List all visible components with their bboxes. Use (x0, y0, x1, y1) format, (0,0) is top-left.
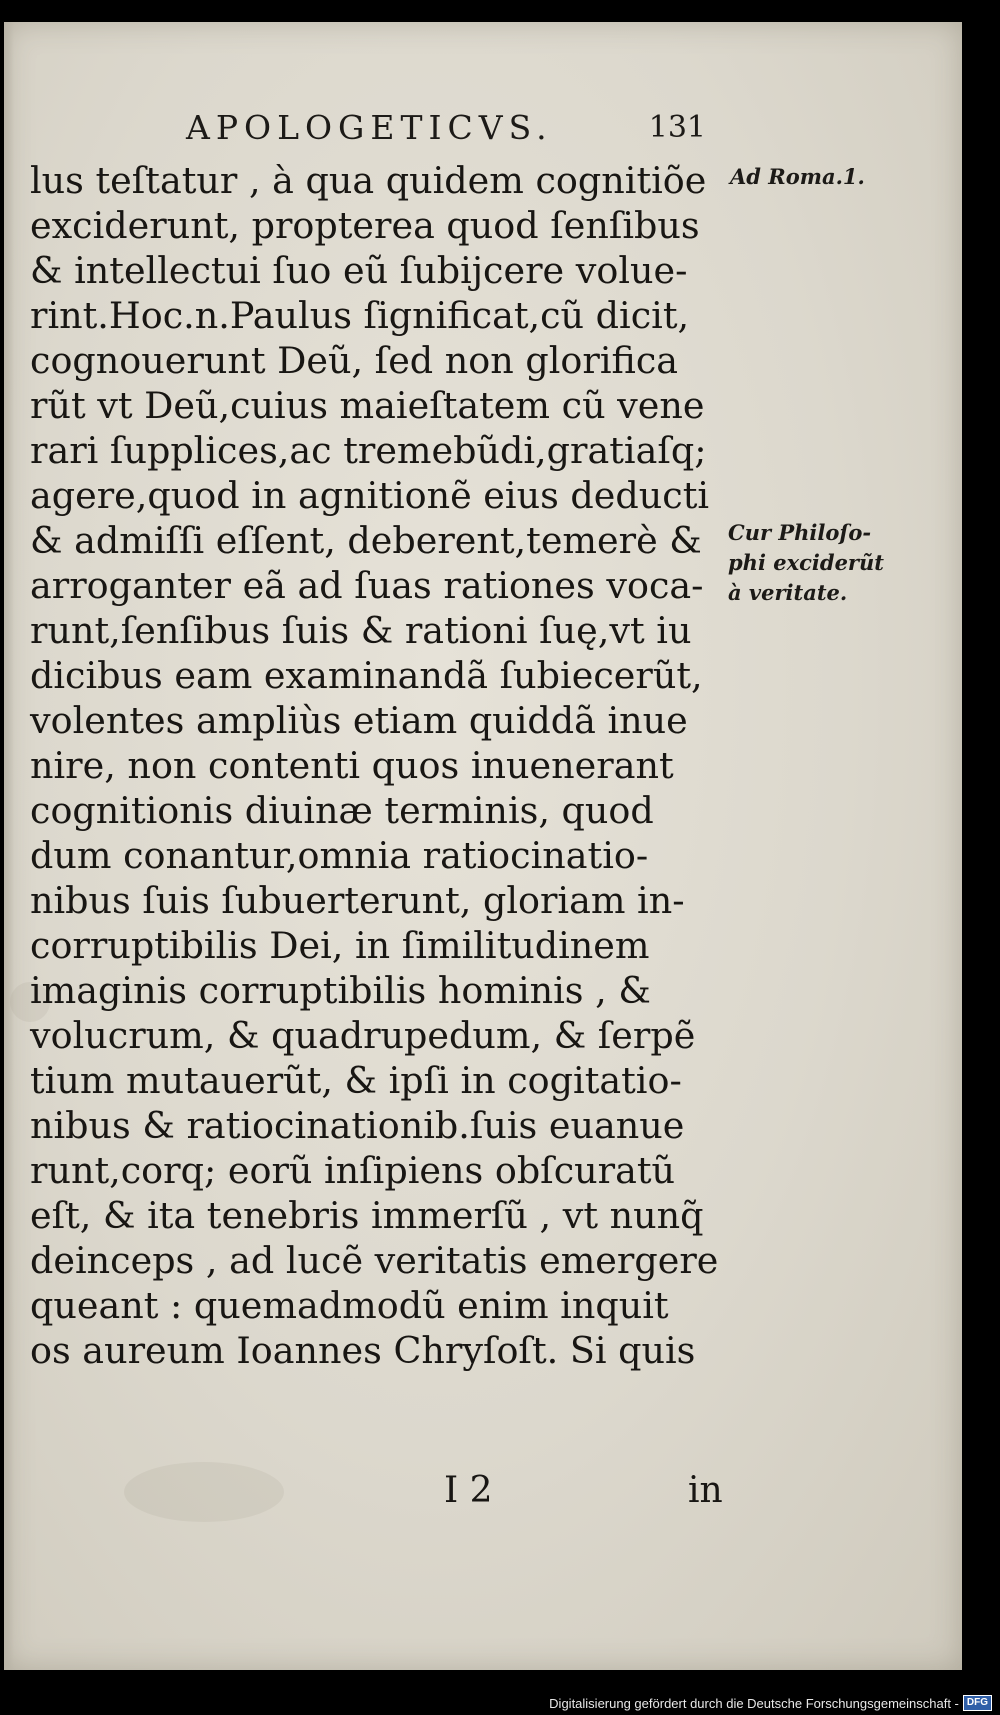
text-line: tium mutauerũt, & ipſi in cogitatio- (30, 1059, 682, 1102)
dfg-logo: DFG (963, 1695, 992, 1711)
margin-note-line: Cur Philoſo- (728, 520, 872, 545)
digitization-credit (549, 1693, 992, 1713)
running-head (186, 108, 706, 158)
text-line: cognouerunt Deũ, ſed non glorifica (30, 339, 679, 382)
text-line: rari ſupplices,ac tremebũdi,gratiaſq; (30, 429, 707, 472)
signature-mark: I 2 (444, 1470, 493, 1511)
text-line: agere,quod in agnitionẽ eius deducti (30, 474, 710, 517)
running-title: APOLOGETICVS. (186, 108, 553, 147)
margin-note-ad-roma: Ad Roma.1. (730, 164, 865, 189)
text-line: arroganter eã ad ſuas rationes voca- (30, 564, 704, 607)
text-line: eſt, & ita tenebris immerſũ , vt nunq̃ (30, 1194, 704, 1237)
text-line: queant : quemadmodũ enim inquit (30, 1284, 669, 1327)
catchword: in (688, 1470, 723, 1511)
text-line: imaginis corruptibilis hominis , & (30, 969, 651, 1012)
text-line: nire, non contenti quos inuenerant (30, 744, 674, 787)
page-number: 131 (648, 110, 706, 145)
text-line: lus teſtatur , à qua quidem cognitiõe (30, 159, 707, 202)
text-line: rũt vt Deũ,cuius maieſtatem cũ vene (30, 384, 705, 427)
text-line: cognitionis diuinæ terminis, quod (30, 789, 654, 832)
text-line: runt,corq; eorũ inſipiens obſcuratũ (30, 1149, 676, 1192)
text-line: & admiſſi eſſent, deberent,temerè & (30, 519, 702, 562)
credit-text: Digitalisierung gefördert durch die Deutsche Forschungsgemeinschaft - (549, 1695, 959, 1711)
text-line: corruptibilis Dei, in ſimilitudinem (30, 924, 650, 967)
text-line: deinceps , ad lucẽ veritatis emergere (30, 1239, 719, 1282)
text-line: rint.Hoc.n.Paulus ſignificat,cũ dicit, (30, 294, 690, 337)
text-line: nibus ſuis ſubuerterunt, gloriam in- (30, 879, 685, 922)
page-edge-shadow (4, 22, 14, 1670)
margin-note-cur-philosophi (728, 518, 884, 608)
text-line: dicibus eam examinandã ſubiecerũt, (30, 654, 703, 697)
paper-stain (124, 1462, 284, 1522)
text-line: volentes ampliùs etiam quiddã inue (30, 699, 688, 742)
body-text (30, 158, 730, 1373)
text-line: runt,ſenſibus ſuis & rationi ſuę,vt iu (30, 609, 692, 652)
text-line: & intellectui ſuo eũ ſubijcere volue- (30, 249, 688, 292)
text-line: exciderunt, propterea quod ſenſibus (30, 204, 700, 247)
margin-note-line: phi exciderũt (728, 550, 884, 575)
margin-note-line: à veritate. (728, 580, 848, 605)
text-line: dum conantur,omnia ratiocinatio- (30, 834, 649, 877)
text-line: nibus & ratiocinationib.ſuis euanue (30, 1104, 685, 1147)
text-line: os aureum Ioannes Chryſoſt. Si quis (30, 1329, 696, 1372)
text-line: volucrum, & quadrupedum, & ſerpẽ (30, 1014, 696, 1057)
